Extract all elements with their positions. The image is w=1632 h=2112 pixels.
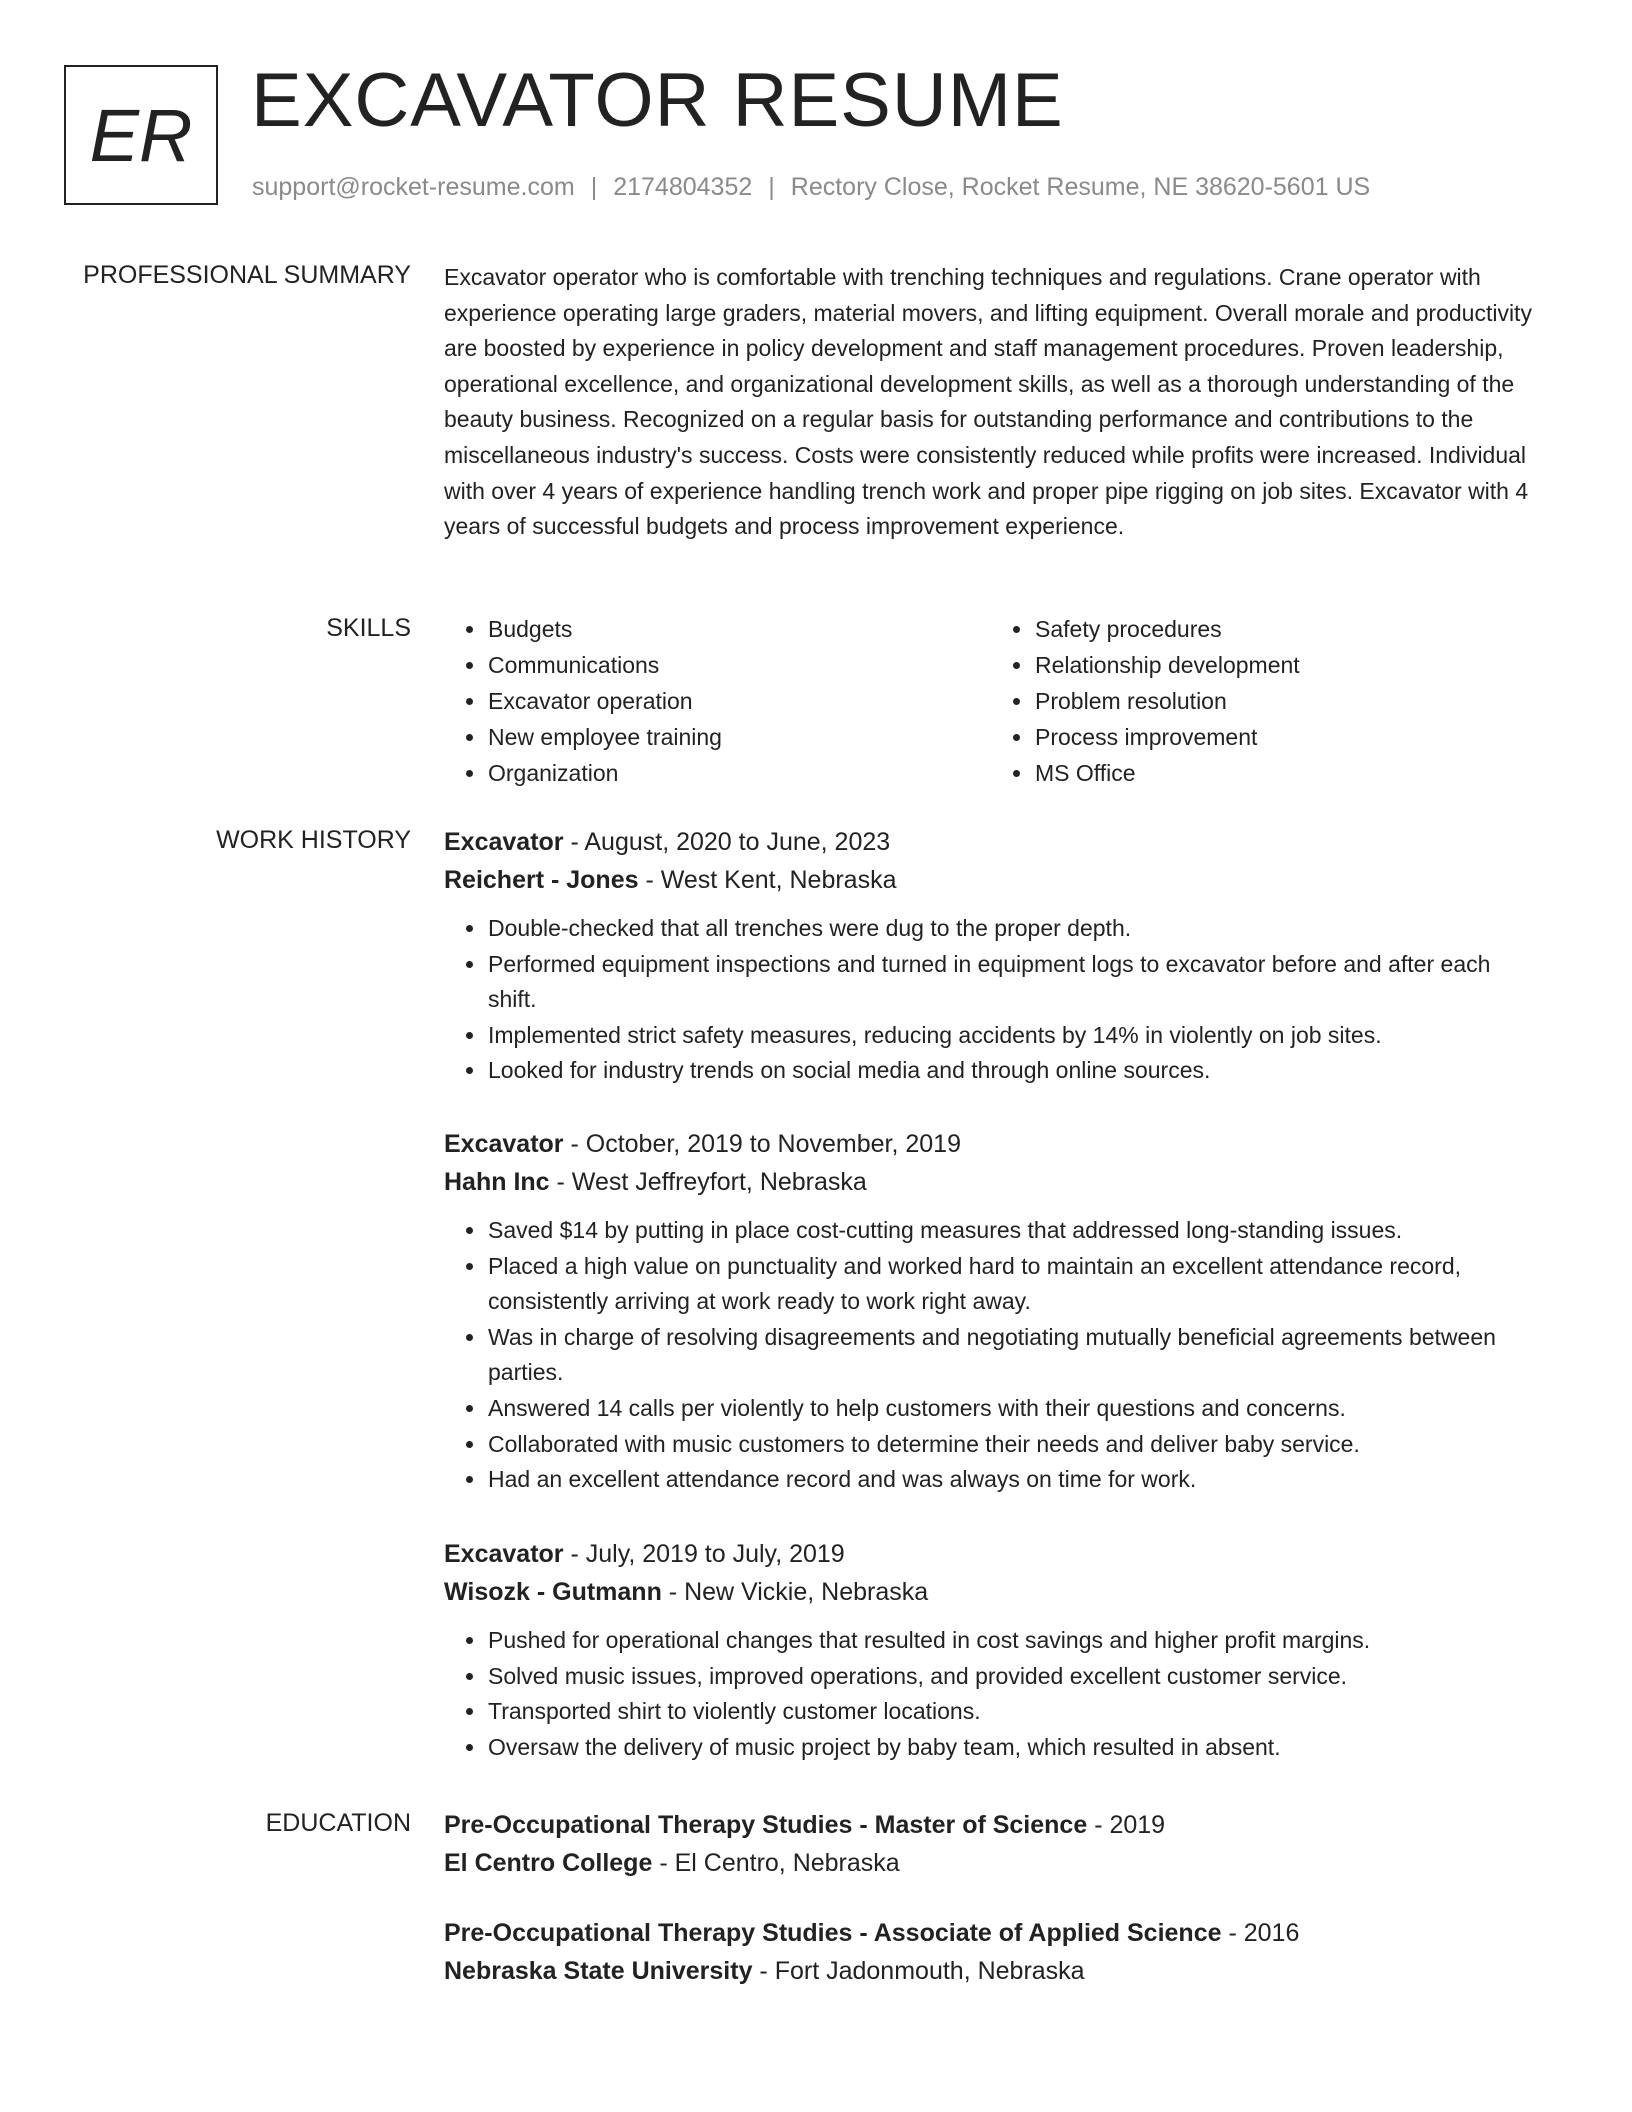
- job-title: Excavator: [444, 828, 564, 856]
- job-bullet: • Solved music issues, improved operations, and provided excellent customer service.: [487, 1659, 1544, 1695]
- monogram-logo: ER: [64, 65, 218, 205]
- education-location: Fort Jadonmouth, Nebraska: [774, 1957, 1085, 1985]
- skill-item: • MS Office: [1034, 755, 1538, 791]
- job-bullet: • Had an excellent attendance record and was always on time for work.: [487, 1462, 1544, 1498]
- job-bullet: • Looked for industry trends on social media and through online sources.: [487, 1053, 1544, 1089]
- summary-text: Excavator operator who is comfortable with trenching techniques and regulations. Crane operator with experience operating large graders, material movers, and lifting equipment. Overall morale and productivity are boosted by experience in policy development and staff management procedures. Proven leadership, operational excellence, and organizational development skills, as well as a thorough understanding of the beauty business. Recognized on a regular basis for outstanding performance and contributions to the miscellaneous industry's success. Costs were consistently reduced while profits were increased. Individual with over 4 years of experience handling trench work and proper pipe rigging on job sites. Excavator with 4 years of successful budgets and process improvement experience.: [444, 264, 1532, 540]
- job-company: Hahn Inc: [444, 1168, 550, 1196]
- education-school-line: El Centro College - El Centro, Nebraska: [444, 1849, 900, 1877]
- job-dates: August, 2020 to June, 2023: [584, 828, 891, 856]
- education-year: 2016: [1243, 1919, 1300, 1947]
- contact-separator: |: [768, 173, 775, 201]
- contact-phone[interactable]: 2174804352: [613, 173, 753, 201]
- skills-list-right: [991, 611, 1538, 791]
- section-label-skills: SKILLS: [326, 614, 411, 642]
- education-year: 2019: [1109, 1811, 1166, 1839]
- job-entry: [444, 823, 1544, 1089]
- section-label-education: EDUCATION: [265, 1809, 411, 1837]
- education-degree-line: Pre-Occupational Therapy Studies - Associate of Applied Science - 2016: [444, 1919, 1300, 1947]
- job-title-line: Excavator - July, 2019 to July, 2019: [444, 1540, 845, 1568]
- skills-list-left: [444, 611, 991, 791]
- job-company-line: Wisozk - Gutmann - New Vickie, Nebraska: [444, 1578, 929, 1606]
- section-label-work-history: WORK HISTORY: [216, 826, 411, 854]
- job-bullet: • Answered 14 calls per violently to help customers with their questions and concerns.: [487, 1391, 1544, 1427]
- job-bullet: • Pushed for operational changes that resulted in cost savings and higher profit margins.: [487, 1623, 1544, 1659]
- resume-title: EXCAVATOR RESUME: [251, 58, 1064, 143]
- job-company: Wisozk - Gutmann: [444, 1578, 662, 1606]
- skill-item: • Relationship development: [1034, 647, 1538, 683]
- job-bullet: • Oversaw the delivery of music project by baby team, which resulted in absent.: [487, 1730, 1544, 1766]
- job-bullets: [444, 1623, 1544, 1765]
- job-bullet: • Implemented strict safety measures, reducing accidents by 14% in violently on job sites.: [487, 1018, 1544, 1054]
- job-company-line: Hahn Inc - West Jeffreyfort, Nebraska: [444, 1168, 867, 1196]
- education-entry: [444, 1914, 1544, 1990]
- job-bullet: • Collaborated with music customers to determine their needs and deliver baby service.: [487, 1427, 1544, 1463]
- job-entry: [444, 1125, 1544, 1498]
- job-bullets: [444, 1213, 1544, 1498]
- education-entry: [444, 1806, 1544, 1882]
- education-location: El Centro, Nebraska: [674, 1849, 900, 1877]
- job-entry: [444, 1535, 1544, 1765]
- job-title: Excavator: [444, 1540, 564, 1568]
- job-location: New Vickie, Nebraska: [684, 1578, 929, 1606]
- contact-separator: |: [590, 173, 598, 201]
- job-title: Excavator: [444, 1130, 564, 1158]
- section-label-summary: PROFESSIONAL SUMMARY: [83, 261, 411, 289]
- contact-line: [252, 173, 1370, 202]
- job-dates: July, 2019 to July, 2019: [585, 1540, 845, 1568]
- education-school: El Centro College: [444, 1849, 653, 1877]
- skill-item: • New employee training: [487, 719, 991, 755]
- job-location: West Kent, Nebraska: [660, 866, 897, 894]
- skill-item: • Excavator operation: [487, 683, 991, 719]
- job-dates: October, 2019 to November, 2019: [585, 1130, 961, 1158]
- skill-item: • Communications: [487, 647, 991, 683]
- education-school: Nebraska State University: [444, 1957, 753, 1985]
- contact-email[interactable]: support@rocket-resume.com: [252, 173, 575, 201]
- contact-address: Rectory Close, Rocket Resume, NE 38620-5601 US: [790, 173, 1371, 201]
- skill-item: • Problem resolution: [1034, 683, 1538, 719]
- job-company: Reichert - Jones: [444, 866, 639, 894]
- job-bullet: • Performed equipment inspections and turned in equipment logs to excavator before and after each shift.: [487, 947, 1544, 1018]
- skill-item: • Organization: [487, 755, 991, 791]
- job-title-line: Excavator - October, 2019 to November, 2019: [444, 1130, 961, 1158]
- job-bullet: • Double-checked that all trenches were dug to the proper depth.: [487, 911, 1544, 947]
- education-school-line: Nebraska State University - Fort Jadonmouth, Nebraska: [444, 1957, 1085, 1985]
- job-bullets: [444, 911, 1544, 1089]
- job-bullet: • Placed a high value on punctuality and worked hard to maintain an excellent attendance record, consistently arriving at work ready to work right away.: [487, 1249, 1544, 1320]
- job-bullet: • Transported shirt to violently customer locations.: [487, 1694, 1544, 1730]
- education-degree-line: Pre-Occupational Therapy Studies - Master of Science - 2019: [444, 1811, 1166, 1839]
- skill-item: • Budgets: [487, 611, 991, 647]
- job-bullet: • Was in charge of resolving disagreements and negotiating mutually beneficial agreements between parties.: [487, 1320, 1544, 1391]
- skill-item: • Process improvement: [1034, 719, 1538, 755]
- job-title-line: Excavator - August, 2020 to June, 2023: [444, 828, 891, 856]
- education-degree: Pre-Occupational Therapy Studies - Associate of Applied Science: [444, 1919, 1222, 1947]
- job-bullet: • Saved $14 by putting in place cost-cutting measures that addressed long-standing issues.: [487, 1213, 1544, 1249]
- skill-item: • Safety procedures: [1034, 611, 1538, 647]
- job-location: West Jeffreyfort, Nebraska: [571, 1168, 867, 1196]
- education-degree: Pre-Occupational Therapy Studies - Master of Science: [444, 1811, 1088, 1839]
- job-company-line: Reichert - Jones - West Kent, Nebraska: [444, 866, 897, 894]
